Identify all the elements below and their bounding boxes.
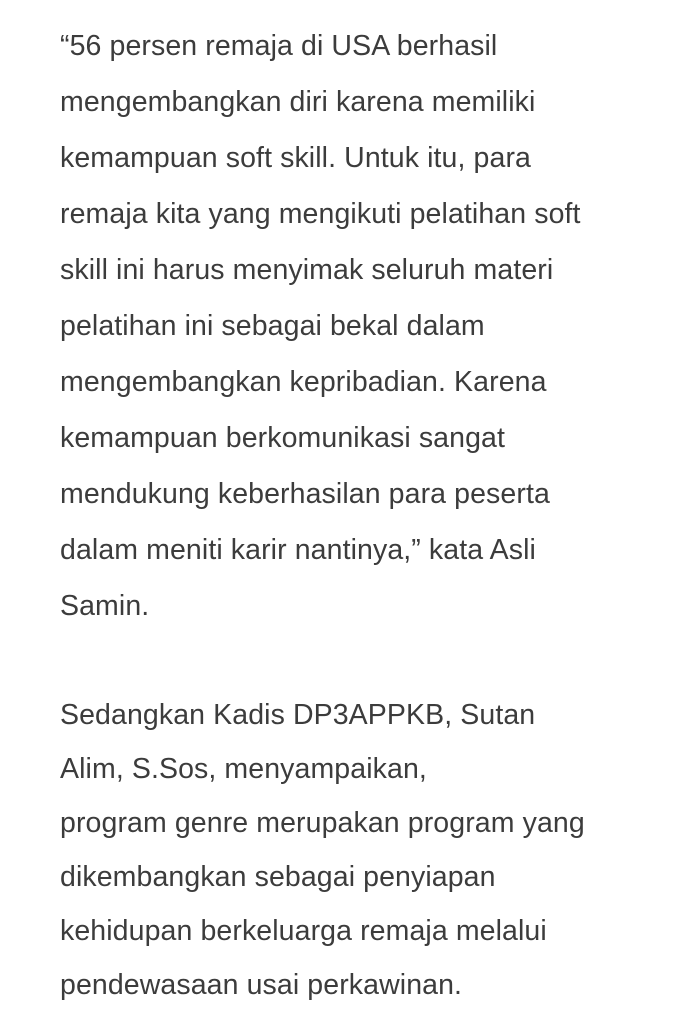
paragraph-line: kehidupan berkeluarga remaja melalui [60,915,547,947]
paragraph-line: dalam meniti karir nantinya,” kata Asli [60,534,536,566]
paragraph-line: dikembangkan sebagai penyiapan [60,861,496,893]
paragraph-line: mengembangkan diri karena memiliki [60,86,536,118]
paragraph-line: kemampuan soft skill. Untuk itu, para [60,142,531,174]
paragraph-line: pendewasaan usai perkawinan. [60,969,463,1001]
paragraph-line: skill ini harus menyimak seluruh materi [60,254,554,286]
paragraph-line: Samin. [60,590,150,622]
paragraph-line: Alim, S.Sos, menyampaikan, [60,753,427,785]
paragraph-line: mendukung keberhasilan para peserta [60,478,550,510]
statement-paragraph [60,688,680,1012]
paragraph-spacer [60,634,680,688]
paragraph-line: program genre merupakan program yang [60,807,585,839]
article-body [60,18,680,1012]
paragraph-line: Sedangkan Kadis DP3APPKB, Sutan [60,699,536,731]
paragraph-line: “56 persen remaja di USA berhasil [60,30,498,62]
paragraph-line: remaja kita yang mengikuti pelatihan soft [60,198,581,230]
paragraph-line: kemampuan berkomunikasi sangat [60,422,505,454]
quote-paragraph [60,18,680,634]
paragraph-line: mengembangkan kepribadian. Karena [60,366,547,398]
paragraph-line: pelatihan ini sebagai bekal dalam [60,310,485,342]
